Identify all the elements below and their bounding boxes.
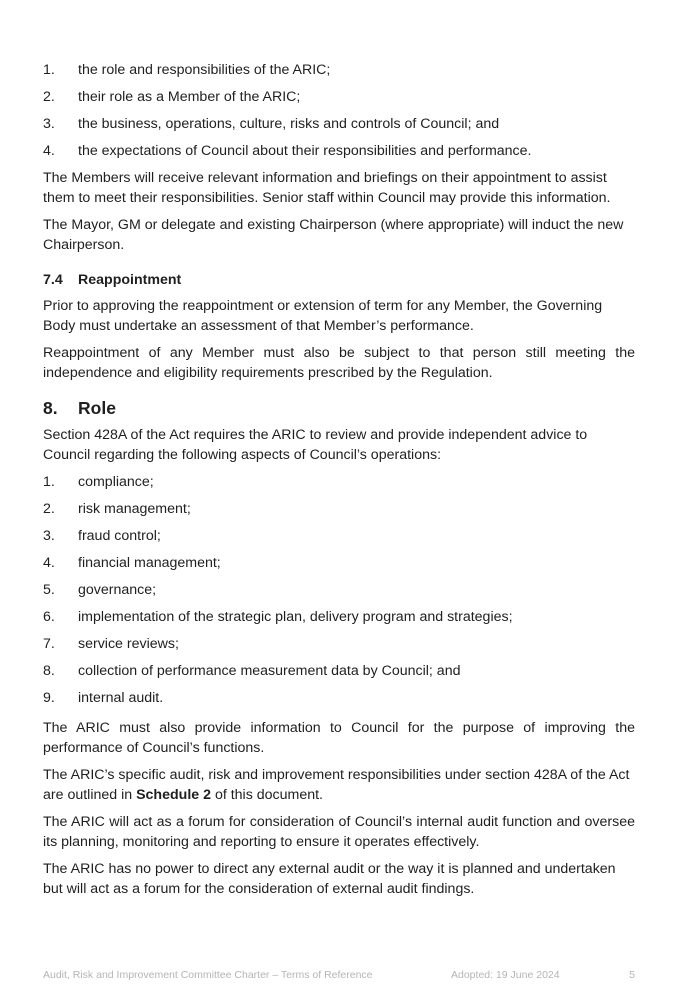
list-item: 7. service reviews; — [43, 636, 179, 652]
list-item: 2. their role as a Member of the ARIC; — [43, 89, 301, 105]
footer-adopted-date: Adopted: 19 June 2024 — [451, 969, 560, 981]
members-paragraph: The Members will receive relevant information and briefings on their appointment to assist them to meet their responsibilities. Senior staff within Council may provide this information. — [43, 170, 611, 206]
external-audit-paragraph: The ARIC has no power to direct any external audit or the way it is planned and undertaken but will act as a forum for the consideration of external audit findings. — [43, 861, 616, 897]
section-7-4-heading: 7.4 Reappointment — [43, 272, 182, 288]
list-item: 1. the role and responsibilities of the ARIC; — [43, 62, 331, 78]
role-list — [43, 472, 635, 715]
info-paragraph: The ARIC must also provide information to Council for the purpose of improving the performance of Council’s functions. — [43, 720, 635, 756]
list-item: 2. risk management; — [43, 501, 191, 517]
list-item: 3. the business, operations, culture, risks and controls of Council; and — [43, 116, 500, 132]
list-item: 9. internal audit. — [43, 690, 164, 706]
schedule-reference: Schedule 2 — [136, 787, 211, 803]
list-item: 6. implementation of the strategic plan, delivery program and strategies; — [43, 609, 513, 625]
reappointment-paragraph-2: Reappointment of any Member must also be subject to that person still meeting the independence and eligibility requirements prescribed by the Regulation. — [43, 345, 635, 381]
list-item: 4. financial management; — [43, 555, 221, 571]
intro-list — [43, 60, 635, 168]
forum-paragraph: The ARIC will act as a forum for consideration of Council’s internal audit function and oversee its planning, monitoring and reporting to ensure it operates effectively. — [43, 814, 635, 850]
document-page — [43, 60, 635, 906]
list-item: 8. collection of performance measurement data by Council; and — [43, 663, 461, 679]
list-item: 5. governance; — [43, 582, 157, 598]
reappointment-paragraph-1: Prior to approving the reappointment or extension of term for any Member, the Governing Body must undertake an assessment of that Member’s performance. — [43, 298, 603, 334]
mayor-paragraph: The Mayor, GM or delegate and existing Chairperson (where appropriate) will induct the new Chairperson. — [43, 217, 624, 253]
list-item: 4. the expectations of Council about their responsibilities and performance. — [43, 143, 532, 159]
list-item: 3. fraud control; — [43, 528, 161, 544]
list-item: 1. compliance; — [43, 474, 154, 490]
role-intro-paragraph: Section 428A of the Act requires the ARIC to review and provide independent advice to Council regarding the following aspects of Council’s operations: — [43, 427, 588, 463]
specific-responsibilities-paragraph: The ARIC’s specific audit, risk and improvement responsibilities under section 428A of the Act are outlined in Schedule 2 of this document. — [43, 767, 630, 803]
footer-document-title: Audit, Risk and Improvement Committee Charter – Terms of Reference — [43, 969, 373, 981]
section-8-heading: 8. Role — [43, 398, 116, 418]
footer-page-number: 5 — [629, 969, 635, 981]
